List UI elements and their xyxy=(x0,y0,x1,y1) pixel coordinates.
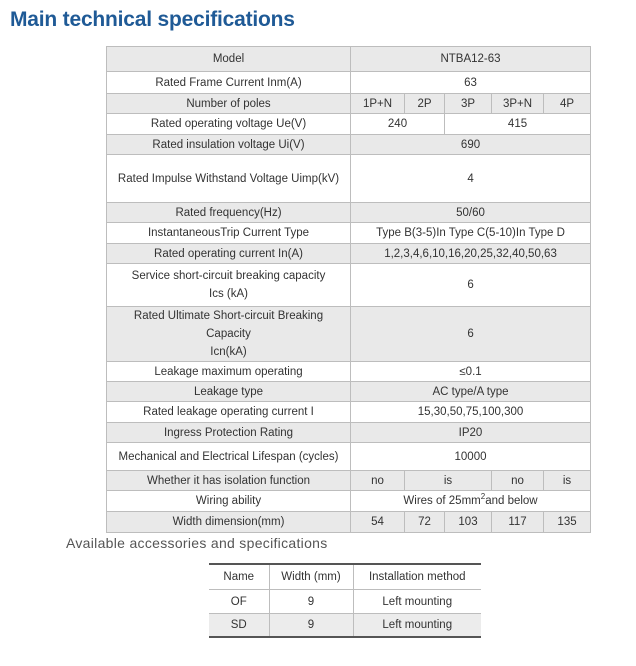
isolation-cell: no xyxy=(351,471,405,491)
spec-label: Rated leakage operating current I xyxy=(107,402,351,423)
column-header: Width (mm) xyxy=(269,564,353,590)
isolation-cell: is xyxy=(405,471,492,491)
table-cell: SD xyxy=(209,614,269,638)
spec-value: 4 xyxy=(351,155,591,203)
spec-label: InstantaneousTrip Current Type xyxy=(107,223,351,244)
table-row xyxy=(107,94,591,114)
table-row xyxy=(107,362,591,382)
spec-label: Rated frequency(Hz) xyxy=(107,203,351,223)
table-row xyxy=(107,443,591,471)
width-cell: 103 xyxy=(445,512,492,533)
spec-label: Number of poles xyxy=(107,94,351,114)
spec-label: Rated operating voltage Ue(V) xyxy=(107,114,351,135)
page-title: Main technical specifications xyxy=(10,8,295,31)
table-header-row xyxy=(209,564,481,590)
table-row xyxy=(107,114,591,135)
spec-value: NTBA12-63 xyxy=(351,47,591,72)
pole-cell: 4P xyxy=(544,94,591,114)
spec-label: Rated Frame Current Inm(A) xyxy=(107,72,351,94)
spec-label: Wiring ability xyxy=(107,491,351,512)
spec-value: AC type/A type xyxy=(351,382,591,402)
spec-value: ≤0.1 xyxy=(351,362,591,382)
column-header: Installation method xyxy=(353,564,481,590)
spec-label-line: Icn(kA) xyxy=(210,346,247,358)
table-row xyxy=(107,402,591,423)
isolation-cell: is xyxy=(544,471,591,491)
table-row xyxy=(107,264,591,307)
isolation-cell: no xyxy=(492,471,544,491)
spec-value: 63 xyxy=(351,72,591,94)
table-row xyxy=(107,382,591,402)
spec-value: Type B(3-5)In Type C(5-10)In Type D xyxy=(351,223,591,244)
table-row xyxy=(107,423,591,443)
spec-label: Mechanical and Electrical Lifespan (cycles) xyxy=(107,443,351,471)
spec-label xyxy=(107,264,351,307)
pole-cell: 1P+N xyxy=(351,94,405,114)
spec-label-line: Service short-circuit breaking capacity xyxy=(131,270,326,282)
accessories-title: Available accessories and specifications xyxy=(66,535,328,551)
spec-table xyxy=(106,46,591,533)
spec-value xyxy=(351,491,591,512)
spec-label: Width dimension(mm) xyxy=(107,512,351,533)
spec-label: Ingress Protection Rating xyxy=(107,423,351,443)
table-row xyxy=(107,244,591,264)
spec-label: Model xyxy=(107,47,351,72)
spec-label: Leakage maximum operating xyxy=(107,362,351,382)
width-cell: 135 xyxy=(544,512,591,533)
wiring-text-pre: Wires of 25mm xyxy=(403,495,481,507)
spec-label: Rated operating current In(A) xyxy=(107,244,351,264)
table-row xyxy=(107,47,591,72)
spec-value: 240 xyxy=(351,114,445,135)
table-row xyxy=(209,590,481,614)
spec-label: Whether it has isolation function xyxy=(107,471,351,491)
table-cell: Left mounting xyxy=(353,614,481,638)
accessories-table xyxy=(209,563,481,638)
wiring-superscript: 2 xyxy=(480,492,486,502)
table-row xyxy=(107,491,591,512)
wiring-text-post: and below xyxy=(485,495,538,507)
spec-value: 15,30,50,75,100,300 xyxy=(351,402,591,423)
width-cell: 72 xyxy=(405,512,445,533)
spec-value: IP20 xyxy=(351,423,591,443)
spec-value: 6 xyxy=(351,264,591,307)
spec-value: 690 xyxy=(351,135,591,155)
table-row xyxy=(107,512,591,533)
table-row xyxy=(209,614,481,638)
spec-label: Rated insulation voltage Ui(V) xyxy=(107,135,351,155)
spec-value: 10000 xyxy=(351,443,591,471)
spec-label-line: Ics (kA) xyxy=(209,288,248,300)
spec-label: Leakage type xyxy=(107,382,351,402)
table-row xyxy=(107,203,591,223)
column-header: Name xyxy=(209,564,269,590)
width-cell: 54 xyxy=(351,512,405,533)
pole-cell: 3P xyxy=(445,94,492,114)
table-cell: 9 xyxy=(269,590,353,614)
table-row xyxy=(107,471,591,491)
pole-cell: 2P xyxy=(405,94,445,114)
spec-label xyxy=(107,307,351,362)
width-cell: 117 xyxy=(492,512,544,533)
table-row xyxy=(107,307,591,362)
spec-value: 50/60 xyxy=(351,203,591,223)
spec-value: 6 xyxy=(351,307,591,362)
table-row xyxy=(107,135,591,155)
table-row xyxy=(107,72,591,94)
spec-value: 1,2,3,4,6,10,16,20,25,32,40,50,63 xyxy=(351,244,591,264)
spec-value: 415 xyxy=(445,114,591,135)
table-cell: Left mounting xyxy=(353,590,481,614)
pole-cell: 3P+N xyxy=(492,94,544,114)
table-row xyxy=(107,155,591,203)
table-cell: 9 xyxy=(269,614,353,638)
table-row xyxy=(107,223,591,244)
spec-label: Rated Impulse Withstand Voltage Uimp(kV) xyxy=(107,155,351,203)
table-cell: OF xyxy=(209,590,269,614)
spec-label-line: Rated Ultimate Short-circuit Breaking Capacity xyxy=(133,310,324,340)
